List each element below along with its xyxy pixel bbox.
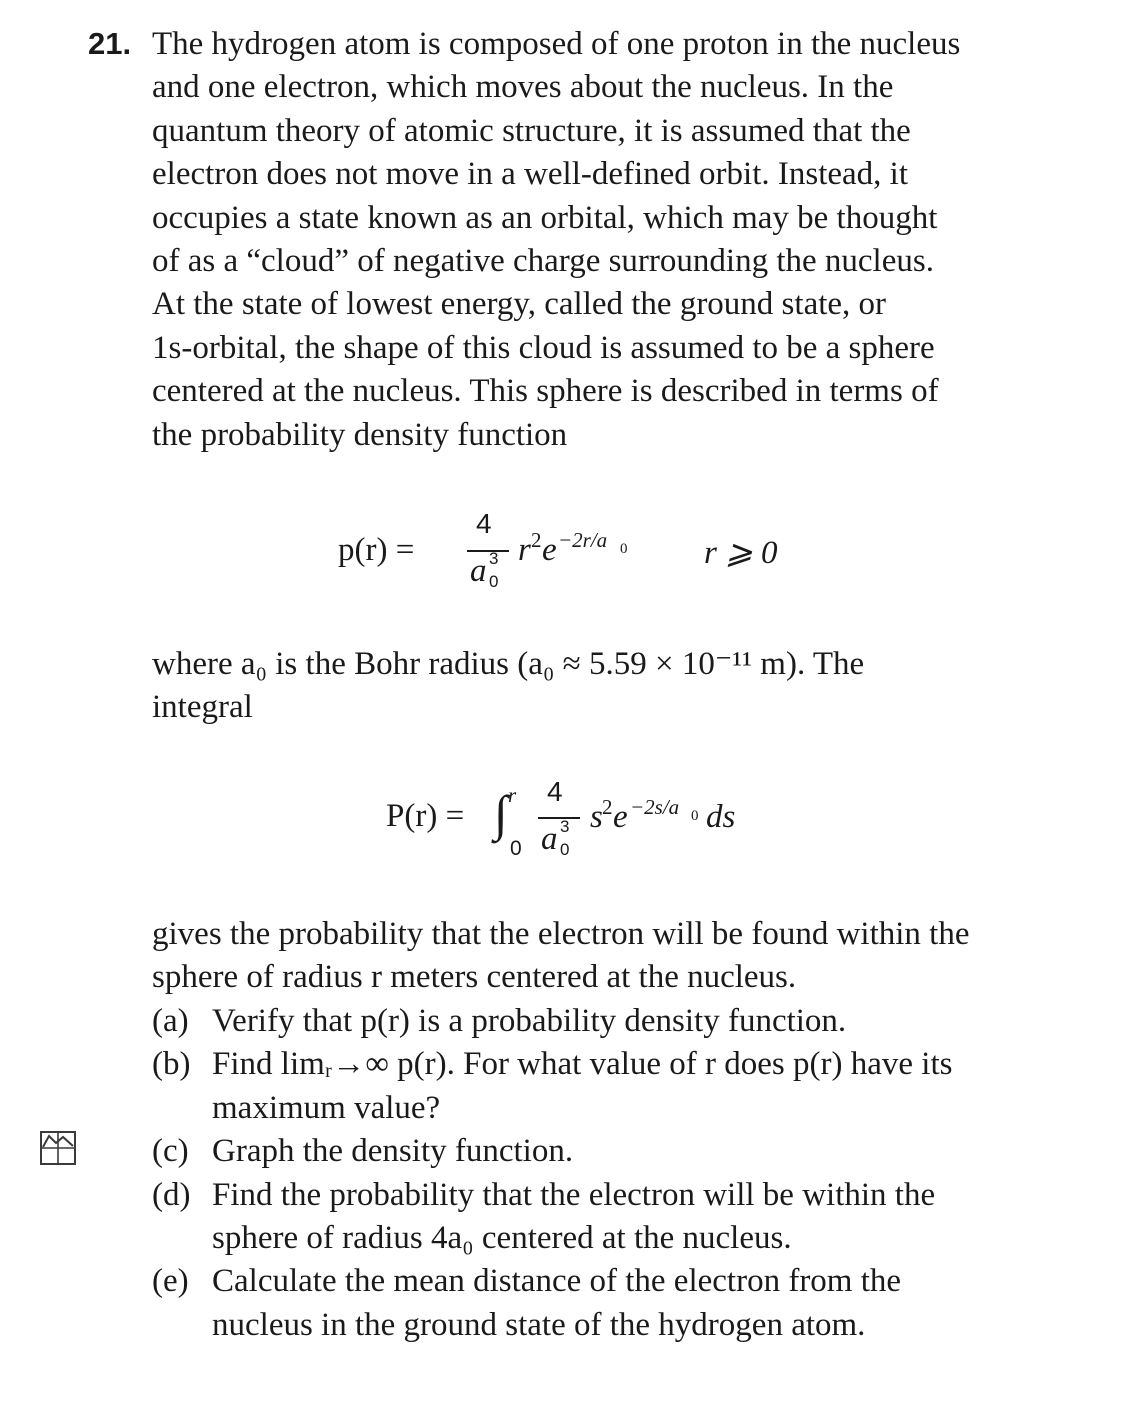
intro-line: quantum theory of atomic structure, it is assumed that the — [152, 112, 911, 149]
part-text: Find limᵣ→∞ p(r). For what value of r does p(r) have its — [212, 1046, 953, 1083]
density-exp-base: e — [542, 532, 557, 568]
part-label: (a) — [152, 1003, 189, 1039]
part-text: Graph the density function. — [212, 1133, 574, 1170]
part-label: (d) — [152, 1176, 191, 1213]
part-text: Verify that p(r) is a probability density function. — [212, 1003, 847, 1039]
intro-line: 1s-orbital, the shape of this cloud is assumed to be a sphere — [152, 329, 935, 366]
density-exponent: −2r/a — [558, 528, 608, 552]
intro-line: occupies a state known as an orbital, which may be thought — [152, 199, 938, 236]
integral-lhs: P(r) = — [386, 798, 465, 834]
integral-exponent-sub: 0 — [691, 808, 699, 824]
integral-numerator: 4 — [547, 776, 563, 807]
density-fraction-bar — [467, 550, 509, 552]
integral-denominator-sup: 3 — [560, 817, 570, 836]
bohr-radius-text — [152, 643, 1052, 730]
integral-lower-limit: 0 — [510, 837, 522, 860]
integral-body-sup: 2 — [602, 795, 613, 819]
density-exponent-sub: 0 — [620, 541, 628, 557]
probability-text — [152, 913, 1052, 1000]
intro-line: and one electron, which moves about the nucleus. In the — [152, 69, 894, 106]
part-text: Calculate the mean distance of the electron from the — [212, 1263, 902, 1300]
density-denominator-sub: 0 — [489, 572, 499, 591]
intro-line: At the state of lowest energy, called the ground state, or — [152, 286, 887, 323]
density-numerator: 4 — [476, 508, 492, 539]
intro-line: electron does not move in a well-defined orbit. Instead, it — [152, 156, 909, 193]
intro-line: the probability density function — [152, 416, 568, 453]
part-label: (e) — [152, 1263, 189, 1300]
integral-sign: ∫ — [494, 785, 508, 841]
integral-differential: ds — [706, 799, 736, 835]
integral-denominator: a — [541, 821, 558, 857]
integral-upper-limit: r — [508, 783, 517, 807]
intro-line: The hydrogen atom is composed of one proton in the nucleus — [152, 26, 961, 62]
after-line: sphere of radius r meters centered at the nucleus. — [152, 959, 797, 996]
density-lhs: p(r) = — [338, 532, 415, 568]
integral-exponent: −2s/a — [630, 795, 680, 819]
problem-intro — [152, 23, 1052, 457]
intro-line: of as a “cloud” of negative charge surrounding the nucleus. — [152, 243, 934, 280]
density-denominator: a — [470, 553, 487, 589]
graphing-calculator-icon — [40, 1131, 76, 1165]
part-text: sphere of radius 4a₀ centered at the nucleus. — [212, 1219, 792, 1256]
part-label: (b) — [152, 1046, 191, 1083]
part-text: nucleus in the ground state of the hydrogen atom. — [212, 1306, 866, 1343]
density-denominator-sup: 3 — [489, 549, 499, 568]
integral-exp-base: e — [613, 799, 628, 835]
after-line: gives the probability that the electron will be found within the — [152, 916, 970, 952]
bohr-line: where a₀ is the Bohr radius (a₀ ≈ 5.59 × 10⁻¹¹ m). The — [152, 646, 865, 682]
bohr-line: integral — [152, 689, 253, 726]
part-label: (c) — [152, 1133, 189, 1170]
integral-body: s — [590, 799, 603, 835]
integral-fraction-bar — [538, 817, 580, 819]
integral-denominator-sub: 0 — [560, 840, 570, 859]
density-condition: r ⩾ 0 — [704, 535, 778, 571]
intro-line: centered at the nucleus. This sphere is described in terms of — [152, 373, 939, 410]
density-body-sup: 2 — [531, 528, 542, 552]
problem-number: 21. — [88, 26, 132, 61]
density-body: r — [518, 532, 531, 568]
part-text: maximum value? — [212, 1089, 441, 1126]
part-text: Find the probability that the electron will be within the — [212, 1176, 936, 1213]
